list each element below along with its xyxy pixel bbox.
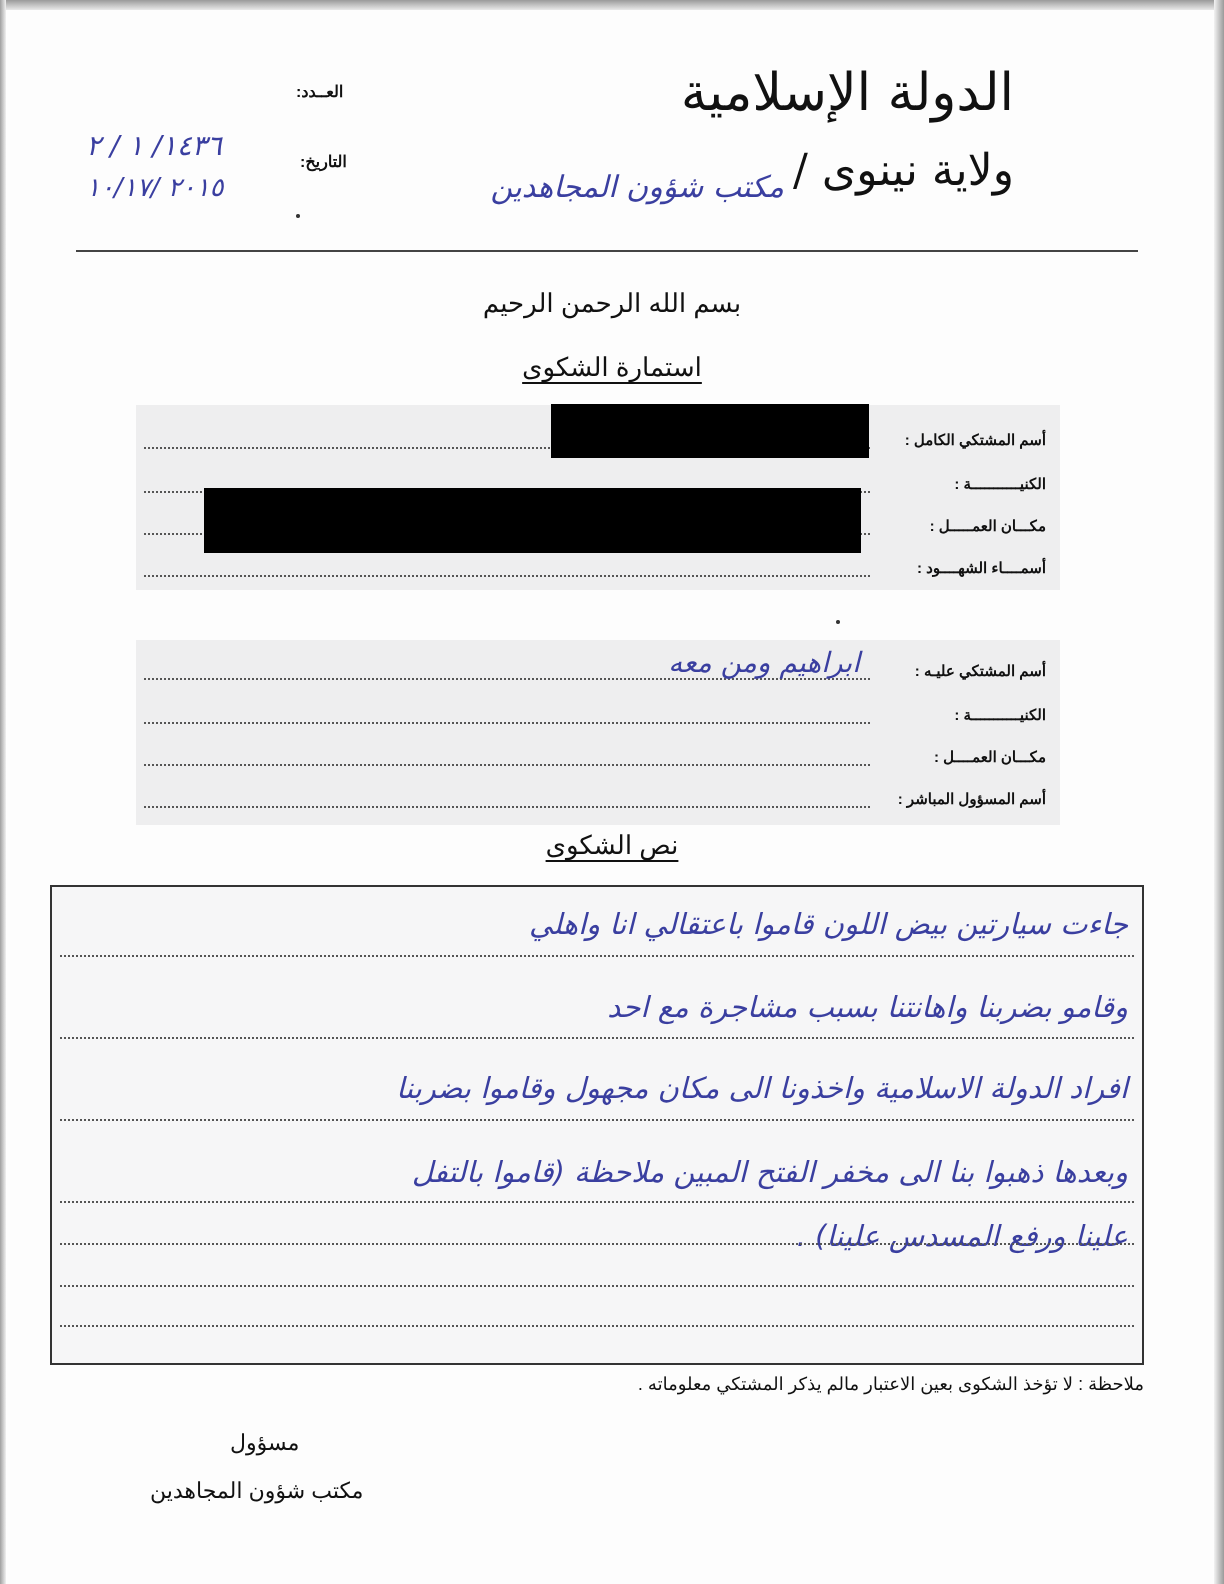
dotted-line [60,1201,1134,1203]
ink-dot [296,214,300,218]
scan-edge [1214,0,1224,1584]
dotted-line [60,1243,1134,1245]
field-respondent-kunya [136,698,1060,730]
dotted-line [60,1037,1134,1039]
complaint-title [0,830,1224,861]
ink-dot [836,620,840,624]
state-logo-text: الدولة الإسلامية [680,63,1014,123]
complaint-line: افراد الدولة الاسلامية واخذونا الى مكان مجهول وقاموا بضربنا [396,1071,1128,1105]
complaint-line: وقامو بضربنا واهانتنا بسبب مشاجرة مع احد [607,990,1128,1024]
complaint-text-box [50,885,1144,1365]
signature-office: مكتب شؤون المجاهدين [150,1478,364,1503]
field-label: أسم المسؤول المباشر : [897,791,1046,808]
scan-edge [0,0,6,1584]
dotted-line [144,764,870,766]
field-label: الكنيـــــــــــة : [954,476,1046,493]
dotted-line [60,1285,1134,1287]
date-gregorian-handwritten: ٢٠١٥ /١٠/١٧ [86,173,224,203]
respondent-section [136,640,1060,825]
wilaya-office-handwritten: مكتب شؤون المجاهدين [490,170,784,205]
dotted-line [144,722,870,724]
field-label: الكنيـــــــــــة : [954,707,1046,724]
field-label: أسم المشتكي الكامل : [904,432,1046,449]
dotted-line [144,806,870,808]
field-label: أسم المشتكي عليـه : [914,663,1046,680]
field-label: مكـــان العمــــل : [933,749,1046,766]
scan-edge [0,0,1224,10]
field-label: أسمــــاء الشهــــود : [917,560,1046,577]
dotted-line [60,1119,1134,1121]
respondent-name-handwritten: ابراهيم ومن معه [668,646,860,679]
signature-title: مسؤول [230,1430,300,1455]
number-label: العــدد: [296,84,344,101]
form-title-text: استمارة الشكوى [522,352,702,382]
date-hijri-handwritten: ١٤٣٦/ ١ / ٢ [86,129,222,162]
field-complainant-witnesses [136,551,1060,583]
field-respondent-workplace [136,740,1060,772]
redaction-bar [551,404,869,458]
wilaya-title: ولاية نينوى / [793,145,1014,196]
complaint-line: وبعدها ذهبوا بنا الى مخفر الفتح المبين ملاحظة (قاموا بالتفل [411,1155,1128,1189]
redaction-bar [204,488,861,553]
field-respondent-supervisor [136,782,1060,814]
header-divider [76,250,1138,252]
footnote: ملاحظة : لا تؤخذ الشكوى بعين الاعتبار مالم يذكر المشتكي معلوماته . [637,1374,1144,1394]
field-label: مكـــان العمـــــل : [929,518,1046,535]
complaint-title-text: نص الشكوى [545,830,679,860]
form-title [0,352,1224,383]
date-label: التاريخ: [300,154,347,171]
basmala: بسم الله الرحمن الرحيم [482,288,742,318]
dotted-line [60,955,1134,957]
complaint-line: جاءت سيارتين بيض اللون قاموا باعتقالي انا واهلي [529,907,1128,941]
field-respondent-name [136,646,1060,686]
dotted-line [144,575,870,577]
dotted-line [60,1325,1134,1327]
complaint-line: علينا ورفع المسدس علينا) . [796,1219,1128,1253]
